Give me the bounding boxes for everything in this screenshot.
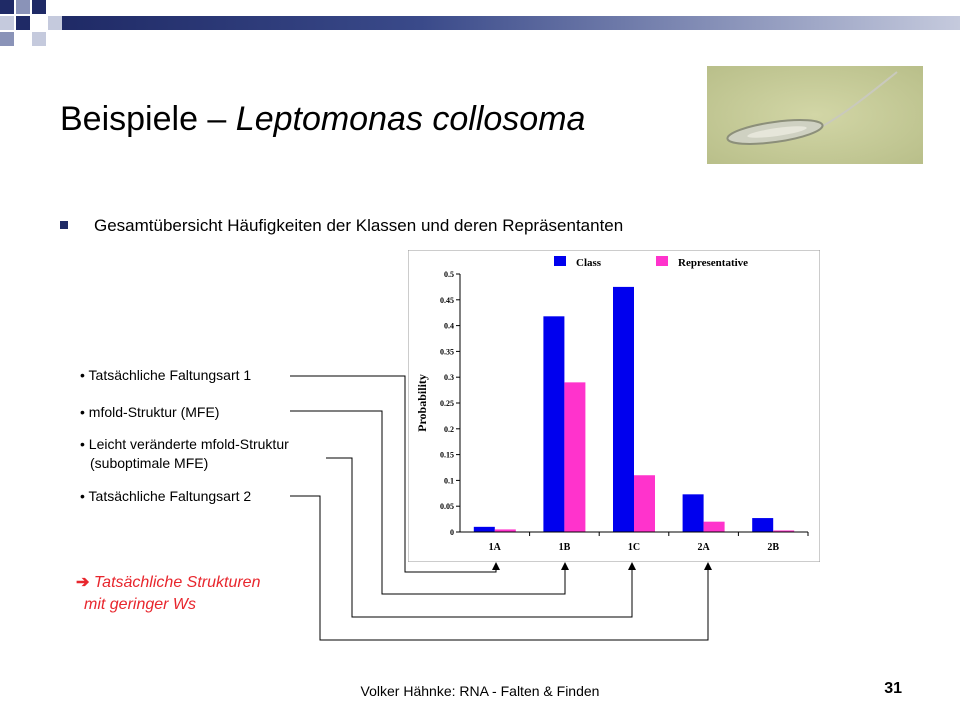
bullet-text: Gesamtübersicht Häufigkeiten der Klassen und deren Repräsentanten [94,216,624,235]
annotation-faltungsart-2: • Tatsächliche Faltungsart 2 [80,488,252,504]
connector-1b [290,411,565,594]
y-tick-label: 0.3 [444,373,454,383]
y-tick-label: 0.25 [440,399,454,408]
connector-1a [290,376,496,572]
conclusion-line1: Tatsächliche Strukturen [93,574,261,591]
y-tick-label: 0.2 [444,424,454,434]
y-tick-label: 0.1 [444,476,454,486]
y-tick-label: 0.4 [444,321,454,331]
x-tick-label-1c: 1C [627,542,641,553]
y-axis-label: Probability [415,374,429,432]
annotation-suboptimal-line1: • Leicht veränderte mfold-Struktur [80,436,289,452]
right-arrow-icon: ➔ [76,574,90,591]
y-tick-label: 0.35 [440,347,454,357]
y-tick-label: 0.5 [444,270,454,279]
conclusion-text [76,572,260,616]
title-plain: Beispiele – [60,100,236,138]
arrow-head-1a [492,562,500,570]
legend-label-class: Class [576,257,602,269]
y-tick-label: 0.05 [440,502,454,512]
y-tick-label: 0.45 [440,295,454,305]
x-tick-label-2b: 2B [767,542,780,553]
annotation-suboptimal-line2: (suboptimale MFE) [90,455,209,471]
page-number: 31 [884,680,902,697]
annotation-mfold-mfe: • mfold-Struktur (MFE) [80,404,220,420]
x-tick-label-1b: 1B [558,542,571,553]
arrow-head-1b [561,562,569,570]
conclusion-line2: mit geringer Ws [84,596,197,613]
x-tick-label-2a: 2A [697,542,710,553]
legend-label-representative: Representative [678,257,749,269]
arrow-head-2a [704,562,712,570]
connector-1c [326,458,632,617]
y-tick-label: 0 [450,528,454,537]
annotation-faltungsart-1: • Tatsächliche Faltungsart 1 [80,367,252,383]
title-species: Leptomonas collosoma [235,100,586,138]
footer-text: Volker Hähnke: RNA - Falten & Finden [360,683,600,699]
arrow-head-1c [628,562,636,570]
y-tick-label: 0.15 [440,450,454,460]
x-tick-label-1a: 1A [488,542,501,553]
